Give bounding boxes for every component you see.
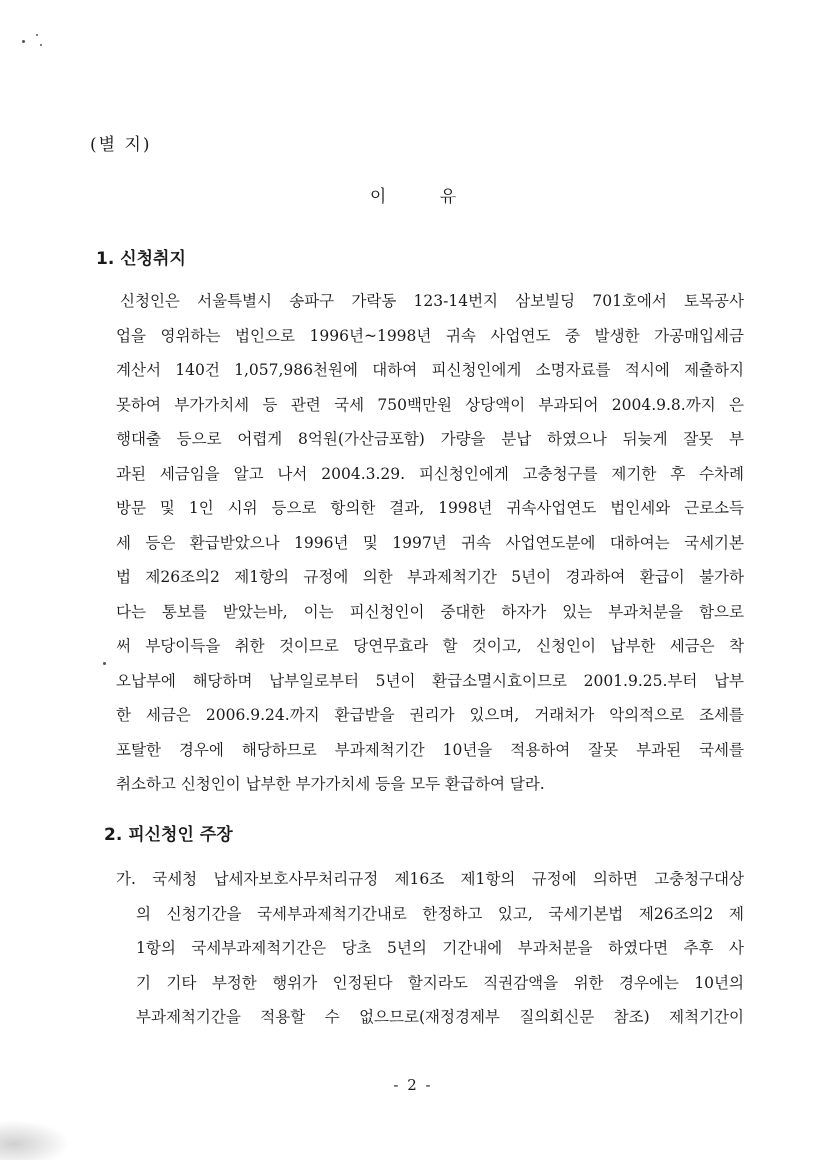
section-1-line: 오납부에 해당하며 납부일로부터 5년이 환급소멸시효이므로 2001.9.25.부터 납부 bbox=[116, 671, 744, 690]
section-1-line: 행대출 등으로 어렵게 8억원(가산금포함) 가량을 분납 하였으나 뒤늦게 잘못 부 bbox=[116, 430, 744, 448]
section-1-line: 법 제26조의2 제1항의 규정에 의한 부과제척기간 5년이 경과하여 환급이 불가하 bbox=[116, 568, 744, 586]
section-1-line: 못하여 부가가치세 등 관련 국세 750백만원 상당액이 부과되어 2004.9.8.까지 은 bbox=[116, 395, 744, 414]
section-2-body bbox=[116, 862, 744, 1035]
scan-speck bbox=[36, 34, 38, 36]
section-2-line: 부과제척기간을 적용할 수 없으므로(재정경제부 질의회신문 참조) 제척기간이 bbox=[136, 1008, 744, 1026]
scan-speck bbox=[40, 44, 42, 46]
section-2-line: 기 기타 부정한 행위가 인정된다 할지라도 직권감액을 위한 경우에는 10년의 bbox=[136, 973, 744, 992]
section-1-line: 다는 통보를 받았는바, 이는 피신청인이 중대한 하자가 있는 부과처분을 함으로 bbox=[116, 602, 744, 621]
page-number: - 2 - bbox=[393, 1076, 433, 1094]
section-1-line: 업을 영위하는 법인으로 1996년~1998년 귀속 사업연도 중 발생한 가공매입세금 bbox=[116, 326, 744, 345]
section-2-heading: 2. 피신청인 주장 bbox=[104, 825, 233, 845]
section-1-line: 한 세금은 2006.9.24.까지 환급받을 권리가 있으며, 거래처가 악의적으로 조세를 bbox=[116, 706, 744, 724]
annex-label: (별 지) bbox=[90, 135, 152, 155]
section-2-line: 가. 국세청 납세자보호사무처리규정 제16조 제1항의 규정에 의하면 고충청구대상 bbox=[116, 870, 744, 888]
section-1-line: 써 부당이득을 취한 것이므로 당연무효라 할 것이고, 신청인이 납부한 세금은 착 bbox=[116, 637, 744, 655]
scan-speck bbox=[22, 40, 25, 43]
scan-smudge bbox=[0, 1120, 70, 1160]
section-2-line: 의 신청기간을 국세부과제척기간내로 한정하고 있고, 국세기본법 제26조의2 제 bbox=[136, 904, 744, 923]
document-title: 이 유 bbox=[369, 187, 457, 207]
section-1-heading: 1. 신청취지 bbox=[96, 249, 186, 269]
section-1-line: 취소하고 신청인이 납부한 부가가치세 등을 모두 환급하여 달라. bbox=[116, 775, 545, 793]
section-1-line: 계산서 140건 1,057,986천원에 대하여 피신청인에게 소명자료를 적시에 제출하지 bbox=[116, 361, 744, 379]
section-1-line: 세 등은 환급받았으나 1996년 및 1997년 귀속 사업연도분에 대하여는 국세기본 bbox=[116, 533, 744, 552]
section-1-body bbox=[116, 284, 744, 802]
section-1-line: 방문 및 1인 시위 등으로 항의한 결과, 1998년 귀속사업연도 법인세와 근로소득 bbox=[116, 499, 744, 517]
section-1-line: 신청인은 서울특별시 송파구 가락동 123-14번지 삼보빌딩 701호에서 토목공사 bbox=[120, 292, 744, 310]
section-2-line: 1항의 국세부과제척기간은 당초 5년의 기간내에 부과처분을 하였다면 추후 사 bbox=[136, 939, 744, 957]
section-1-line: 포탈한 경우에 해당하므로 부과제척기간 10년을 적용하여 잘못 부과된 국세를 bbox=[116, 740, 744, 759]
scan-speck bbox=[103, 662, 106, 665]
section-1-line: 과된 세금임을 알고 나서 2004.3.29. 피신청인에게 고충청구를 제기한 후 수차례 bbox=[116, 464, 744, 483]
